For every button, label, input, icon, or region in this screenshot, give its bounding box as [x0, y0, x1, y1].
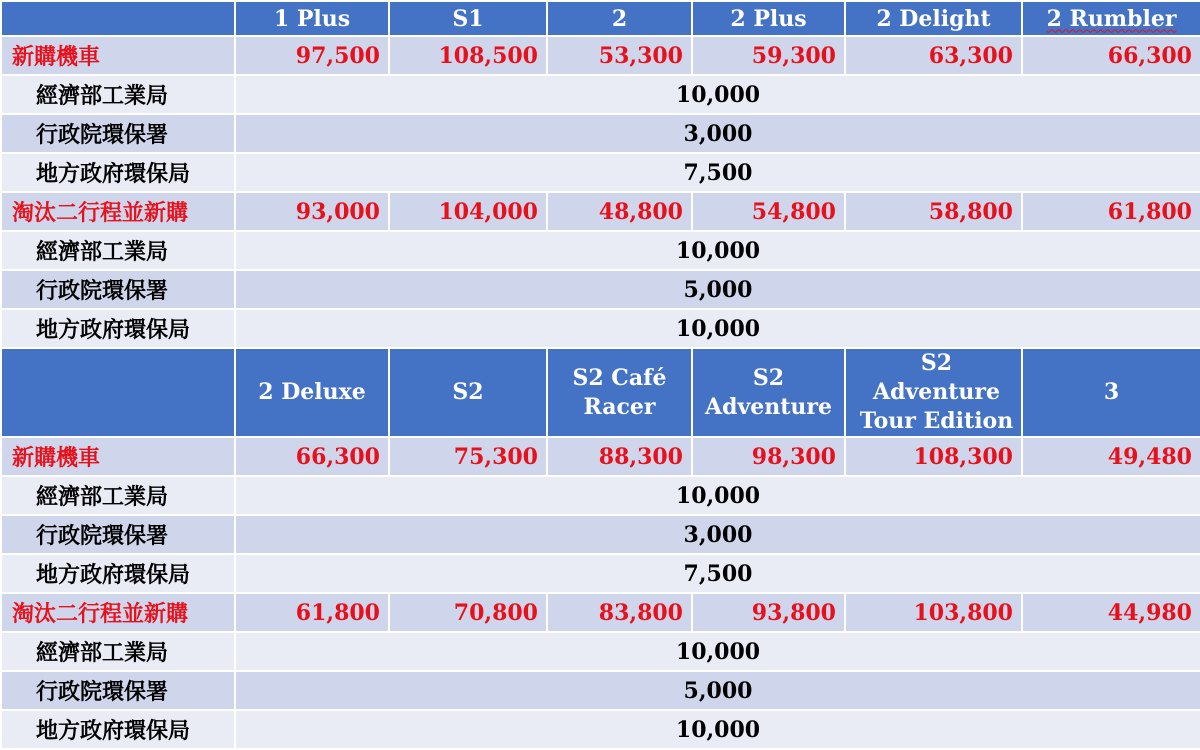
model-name-rumbler: 2 Rumbler	[1046, 5, 1177, 32]
model-header-cell: 2 Deluxe	[235, 348, 389, 437]
model-name: S2 Adventure	[705, 364, 832, 420]
subsidy-row	[1, 270, 1200, 309]
subsidy-row	[1, 671, 1200, 710]
price-cell: 48,800	[547, 192, 692, 231]
subsidy-amount: 10,000	[235, 231, 1200, 270]
subsidy-agency: 經濟部工業局	[1, 75, 235, 114]
price-cell: 104,000	[389, 192, 547, 231]
subsidy-agency: 行政院環保署	[1, 515, 235, 554]
subsidy-row	[1, 75, 1200, 114]
row-label: 新購機車	[1, 36, 235, 75]
price-cell: 88,300	[547, 437, 692, 476]
subsidy-amount: 10,000	[235, 75, 1200, 114]
subsidy-amount: 7,500	[235, 153, 1200, 192]
price-cell: 98,300	[692, 437, 845, 476]
subsidy-row	[1, 476, 1200, 515]
subsidy-agency: 行政院環保署	[1, 270, 235, 309]
model-header-cell: 3	[1022, 348, 1200, 437]
subsidy-agency: 經濟部工業局	[1, 632, 235, 671]
price-row-new-purchase	[1, 437, 1200, 476]
price-cell: 83,800	[547, 593, 692, 632]
price-cell: 58,800	[845, 192, 1022, 231]
subsidy-row	[1, 153, 1200, 192]
model-header-row-1	[1, 1, 1200, 36]
subsidy-amount: 5,000	[235, 270, 1200, 309]
subsidy-amount: 10,000	[235, 632, 1200, 671]
model-header-cell: 2 Delight	[845, 1, 1022, 36]
price-cell: 61,800	[235, 593, 389, 632]
price-cell: 66,300	[235, 437, 389, 476]
subsidy-amount: 10,000	[235, 476, 1200, 515]
subsidy-row	[1, 309, 1200, 348]
price-cell: 63,300	[845, 36, 1022, 75]
model-name: S2 Adventure Tour Edition	[859, 350, 1014, 434]
subsidy-amount: 3,000	[235, 114, 1200, 153]
price-row-new-purchase	[1, 36, 1200, 75]
model-header-cell: S1	[389, 1, 547, 36]
header-corner-cell	[1, 348, 235, 437]
subsidy-agency: 經濟部工業局	[1, 231, 235, 270]
model-header-cell: 2	[547, 1, 692, 36]
price-row-replacement	[1, 593, 1200, 632]
subsidy-agency: 地方政府環保局	[1, 710, 235, 749]
model-header-row-2	[1, 348, 1200, 437]
subsidy-amount: 3,000	[235, 515, 1200, 554]
subsidy-agency: 行政院環保署	[1, 114, 235, 153]
model-header-cell	[1022, 1, 1200, 36]
subsidy-agency: 地方政府環保局	[1, 309, 235, 348]
subsidy-amount: 5,000	[235, 671, 1200, 710]
price-row-replacement	[1, 192, 1200, 231]
subsidy-amount: 10,000	[235, 309, 1200, 348]
price-cell: 103,800	[845, 593, 1022, 632]
price-cell: 93,800	[692, 593, 845, 632]
price-cell: 70,800	[389, 593, 547, 632]
subsidy-agency: 地方政府環保局	[1, 554, 235, 593]
row-label: 淘汰二行程並新購	[1, 192, 235, 231]
price-cell: 66,300	[1022, 36, 1200, 75]
subsidy-row	[1, 231, 1200, 270]
price-cell: 61,800	[1022, 192, 1200, 231]
model-header-cell	[547, 348, 692, 437]
subsidy-row	[1, 632, 1200, 671]
subsidy-agency: 行政院環保署	[1, 671, 235, 710]
subsidy-amount: 7,500	[235, 554, 1200, 593]
row-label: 淘汰二行程並新購	[1, 593, 235, 632]
price-cell: 108,300	[845, 437, 1022, 476]
price-cell: 53,300	[547, 36, 692, 75]
model-header-cell: S2	[389, 348, 547, 437]
subsidy-row	[1, 554, 1200, 593]
model-header-cell: 1 Plus	[235, 1, 389, 36]
price-cell: 59,300	[692, 36, 845, 75]
model-header-cell: 2 Plus	[692, 1, 845, 36]
model-header-cell	[845, 348, 1022, 437]
subsidy-row	[1, 515, 1200, 554]
price-cell: 93,000	[235, 192, 389, 231]
model-name: S2 Café Racer	[572, 364, 667, 420]
row-label: 新購機車	[1, 437, 235, 476]
header-corner-cell	[1, 1, 235, 36]
price-cell: 75,300	[389, 437, 547, 476]
subsidy-row	[1, 710, 1200, 749]
price-cell: 108,500	[389, 36, 547, 75]
subsidy-amount: 10,000	[235, 710, 1200, 749]
price-cell: 97,500	[235, 36, 389, 75]
price-cell: 54,800	[692, 192, 845, 231]
subsidy-agency: 地方政府環保局	[1, 153, 235, 192]
price-cell: 49,480	[1022, 437, 1200, 476]
subsidy-row	[1, 114, 1200, 153]
price-cell: 44,980	[1022, 593, 1200, 632]
model-header-cell	[692, 348, 845, 437]
subsidy-agency: 經濟部工業局	[1, 476, 235, 515]
